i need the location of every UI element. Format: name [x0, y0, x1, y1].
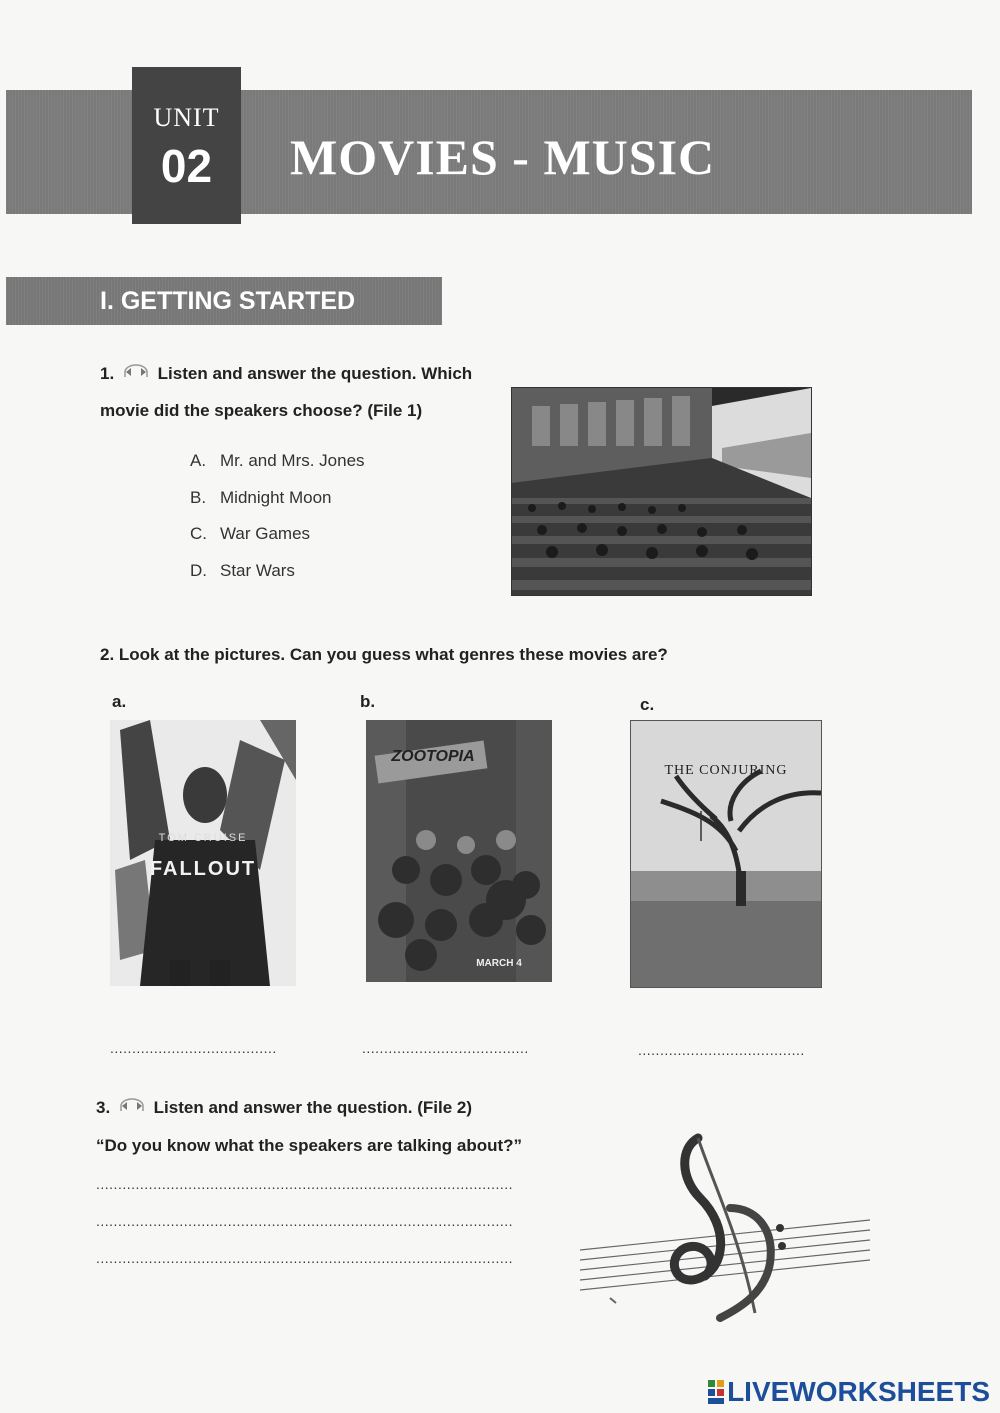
answer-blank-b[interactable]: ...................................... — [362, 1040, 529, 1056]
liveworksheets-logo-icon — [707, 1379, 725, 1405]
section-title: I. GETTING STARTED — [100, 287, 356, 315]
unit-box — [132, 67, 241, 224]
option-d: D. Star Wars — [190, 561, 295, 580]
answer-blank-c[interactable]: ...................................... — [638, 1042, 805, 1058]
question-3-number: 3. — [96, 1098, 111, 1117]
question-2-text: 2. Look at the pictures. Can you guess what genres these movies are? — [100, 645, 668, 664]
answer-line-3[interactable]: ............................................................................................... — [96, 1250, 514, 1266]
question-3-text: Listen and answer the question. (File 2) — [153, 1098, 472, 1117]
poster-fallout — [110, 720, 296, 986]
poster-a-title: FALLOUT — [149, 858, 257, 880]
audio-play-icon[interactable] — [119, 364, 153, 380]
poster-c-label: c. — [640, 695, 655, 714]
question-1-number: 1. — [100, 364, 115, 383]
option-b-text: Midnight Moon — [220, 488, 332, 507]
poster-a-label: a. — [112, 692, 127, 711]
question-3-line1 — [96, 1098, 472, 1118]
unit-label: UNIT — [153, 103, 220, 132]
liveworksheets-logo-text: LIVEWORKSHEETS — [727, 1376, 990, 1407]
poster-c-title: THE CONJURING — [664, 763, 788, 778]
cinema-illustration — [512, 388, 811, 595]
cinema-photo — [511, 387, 812, 596]
option-b: B. Midnight Moon — [190, 488, 332, 507]
poster-b-date: MARCH 4 — [476, 958, 522, 969]
poster-b-title: ZOOTOPIA — [391, 748, 475, 765]
answer-line-1[interactable]: ............................................................................................... — [96, 1176, 514, 1192]
poster-a-actor: TOM CRUISE — [158, 832, 248, 844]
poster-zootopia — [366, 720, 552, 982]
poster-conjuring — [630, 720, 822, 988]
question-1-line1 — [100, 364, 472, 384]
option-a: A. Mr. and Mrs. Jones — [190, 451, 365, 470]
liveworksheets-logo — [707, 1376, 990, 1408]
option-c: C. War Games — [190, 524, 311, 543]
option-a-text: Mr. and Mrs. Jones — [220, 451, 365, 470]
music-clef-icon — [580, 1128, 870, 1323]
page-title: MOVIES - MUSIC — [290, 129, 716, 185]
audio-play-icon[interactable] — [115, 1098, 149, 1114]
option-d-text: Star Wars — [220, 561, 295, 580]
poster-b-label: b. — [360, 692, 376, 711]
answer-line-2[interactable]: ............................................................................................... — [96, 1213, 514, 1229]
unit-number: 02 — [160, 140, 213, 192]
answer-blank-a[interactable]: ...................................... — [110, 1040, 277, 1056]
question-1-text: Listen and answer the question. Which — [157, 364, 473, 383]
question-3-quote: “Do you know what the speakers are talking about?” — [96, 1136, 523, 1155]
question-1-line2: movie did the speakers choose? (File 1) — [100, 401, 423, 420]
option-c-text: War Games — [220, 524, 311, 543]
